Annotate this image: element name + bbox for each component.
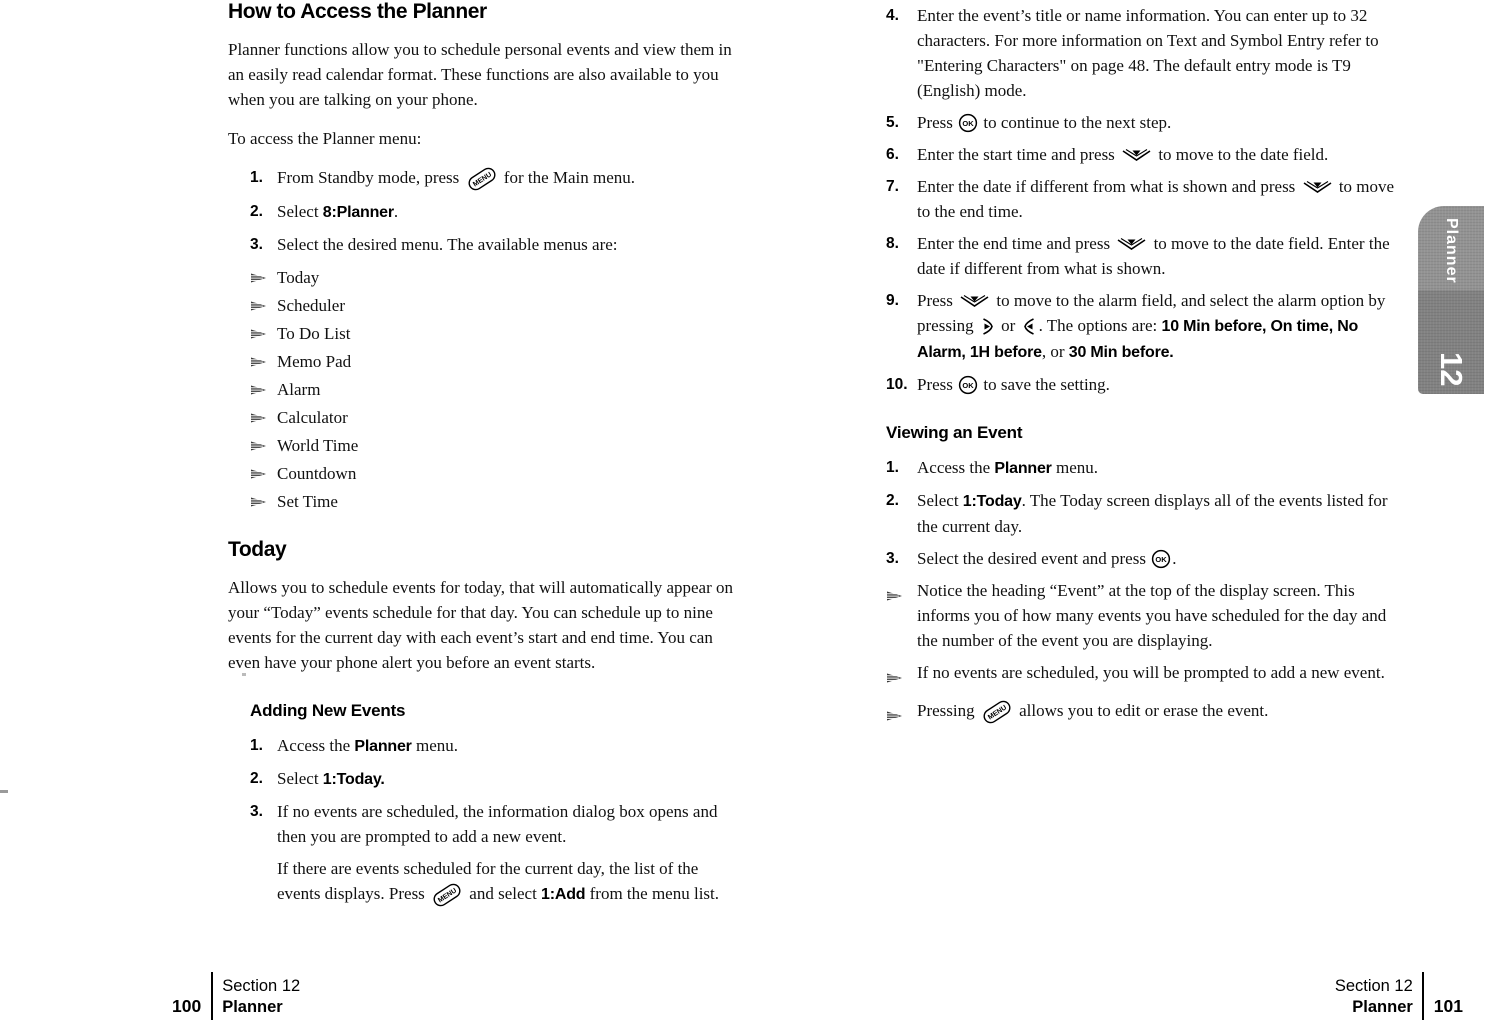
arrow-bullet-icon <box>250 379 277 401</box>
down-arrow-key-icon <box>1116 237 1147 251</box>
left-page-footer <box>172 972 309 1020</box>
bold-inline-text: 8:Planner <box>322 204 394 221</box>
section-title: How to Access the Planner <box>228 0 487 23</box>
svg-text:MENU: MENU <box>437 887 459 905</box>
menu-list-item: Alarm <box>250 376 744 404</box>
footer-section-block <box>1326 972 1422 1020</box>
arrow-bullet-icon <box>250 295 277 317</box>
svg-text:OK: OK <box>1155 555 1167 564</box>
step-item: 1. Access the Planner menu. <box>886 458 1098 477</box>
adding-new-events <box>250 701 744 908</box>
arrow-bullet-icon <box>250 267 277 289</box>
right-page-column <box>886 0 1404 736</box>
scan-artifact <box>242 673 246 676</box>
page-number: 101 <box>1433 996 1463 1016</box>
access-line: To access the Planner menu: <box>228 129 422 148</box>
note-item: If no events are scheduled, you will be prompted to add a new event. <box>886 660 1404 691</box>
arrow-bullet-icon <box>250 435 277 457</box>
down-arrow-key-icon <box>959 294 990 308</box>
step-item: 5. Press OK to continue to the next step. <box>886 113 1172 132</box>
svg-text:OK: OK <box>962 119 974 128</box>
arrow-bullet-icon <box>250 351 277 373</box>
menu-key-icon <box>981 699 1013 725</box>
svg-text:MENU: MENU <box>986 704 1008 722</box>
footer-section-block <box>213 972 309 1020</box>
menu-list-item: Set Time <box>250 488 744 516</box>
right-arrow-key-icon <box>981 317 994 336</box>
menu-list-item: To Do List <box>250 320 744 348</box>
menu-list-item: World Time <box>250 432 744 460</box>
page-number: 100 <box>172 996 202 1016</box>
menu-key-icon <box>431 882 463 908</box>
step-item: 6. Enter the start time and press to move to the date field. <box>886 145 1329 164</box>
viewing-an-event <box>886 423 1404 729</box>
svg-text:OK: OK <box>962 381 974 390</box>
adding-note-paragraph: If there are events scheduled for the current day, the list of the events displays. Press MENU and select 1:Add from the menu list. <box>250 856 744 908</box>
left-page-column <box>228 0 744 915</box>
step-item: 3. Select the desired menu. The available menus are: <box>250 235 618 254</box>
bold-inline-text: 1:Add <box>541 886 586 903</box>
event-steps <box>886 0 1404 397</box>
step-item: 4. Enter the event’s title or name information. You can enter up to 32 characters. For more information on Text and Symbol Entry refer to "Entering Characters" on page 48. The default entry mode is T9 (English) mode. <box>886 6 1379 100</box>
bold-inline-text: 1:Today. <box>322 771 385 788</box>
step-item: 2. Select 1:Today. <box>250 769 385 788</box>
access-steps <box>250 165 744 516</box>
today-paragraph: Allows you to schedule events for today, that will automatically appear on your “Today” events schedule for that day. You can schedule up to nine events for the current day with each event’s start and end time. You can even have your phone alert you before an event starts. <box>228 578 733 672</box>
step-item: 3. Select the desired event and press OK . <box>886 549 1177 568</box>
menu-list-item: Calculator <box>250 404 744 432</box>
side-tab-number: 12 <box>1434 351 1469 386</box>
arrow-bullet-icon <box>886 698 917 729</box>
adding-heading: Adding New Events <box>250 701 406 720</box>
note-item: Notice the heading “Event” at the top of the display screen. This informs you of how many events you have scheduled for the day and the number of the event you are displaying. <box>886 578 1404 653</box>
footer-section-name: Planner <box>222 998 283 1016</box>
ok-key-icon <box>958 113 978 133</box>
down-arrow-key-icon <box>1302 180 1333 194</box>
right-page-footer <box>1326 972 1463 1020</box>
arrow-bullet-icon <box>886 578 917 653</box>
menu-list-item: Countdown <box>250 460 744 488</box>
footer-section-name: Planner <box>1352 998 1413 1016</box>
left-arrow-key-icon <box>1023 317 1036 336</box>
bold-inline-text: Planner <box>994 460 1052 477</box>
scan-artifact <box>0 790 8 793</box>
menu-list-item: Scheduler <box>250 292 744 320</box>
step-item: 2. Select 8:Planner. <box>250 202 399 221</box>
arrow-bullet-icon <box>886 660 917 691</box>
bold-inline-text: 10 Min before, On time, No Alarm, 1H before <box>917 318 1359 361</box>
planner-menu-list <box>250 264 744 516</box>
arrow-bullet-icon <box>250 491 277 513</box>
step-item: 3. If no events are scheduled, the information dialog box opens and then you are prompted to add a new event. <box>250 802 718 846</box>
today-heading: Today <box>228 538 287 561</box>
step-item: 2. Select 1:Today. The Today screen displays all of the events listed for the current day. <box>886 491 1388 536</box>
arrow-bullet-icon <box>250 407 277 429</box>
menu-key-icon <box>466 166 498 192</box>
footer-section-line: Section 12 <box>1334 977 1413 995</box>
side-tab-label: Planner <box>1443 218 1460 284</box>
note-item: Pressing MENU allows you to edit or erase the event. <box>886 698 1404 729</box>
bold-inline-text: Planner <box>354 738 412 755</box>
viewing-heading: Viewing an Event <box>886 423 1023 442</box>
down-arrow-key-icon <box>1121 148 1152 162</box>
step-item: 7. Enter the date if different from what is shown and press to move to the end time. <box>886 177 1395 221</box>
step-item: 9. Press to move to the alarm field, and select the alarm option by pressing or . The options are: 10 Min before, On time, No Alarm, 1H before, or 30 Min before. <box>886 291 1386 361</box>
step-item: 10. Press OK to save the setting. <box>886 375 1110 394</box>
step-item: 1. Access the Planner menu. <box>250 736 458 755</box>
intro-paragraph: Planner functions allow you to schedule personal events and view them in an easily read calendar format. These functions are also available to you when you are talking on your phone. <box>228 40 732 109</box>
step-item: 1. From Standby mode, press MENU for the Main menu. <box>250 165 744 192</box>
footer-section-line: Section 12 <box>222 977 301 995</box>
ok-key-icon <box>1151 549 1171 569</box>
bold-inline-text: 30 Min before. <box>1068 344 1174 361</box>
arrow-bullet-icon <box>250 323 277 345</box>
menu-list-item: Memo Pad <box>250 348 744 376</box>
arrow-bullet-icon <box>250 463 277 485</box>
step-item: 8. Enter the end time and press to move to the date field. Enter the date if different from what is shown. <box>886 234 1390 278</box>
menu-list-item: Today <box>250 264 744 292</box>
bold-inline-text: 1:Today <box>962 493 1022 510</box>
svg-text:MENU: MENU <box>471 171 493 189</box>
ok-key-icon <box>958 375 978 395</box>
chapter-side-tab <box>1418 206 1484 394</box>
